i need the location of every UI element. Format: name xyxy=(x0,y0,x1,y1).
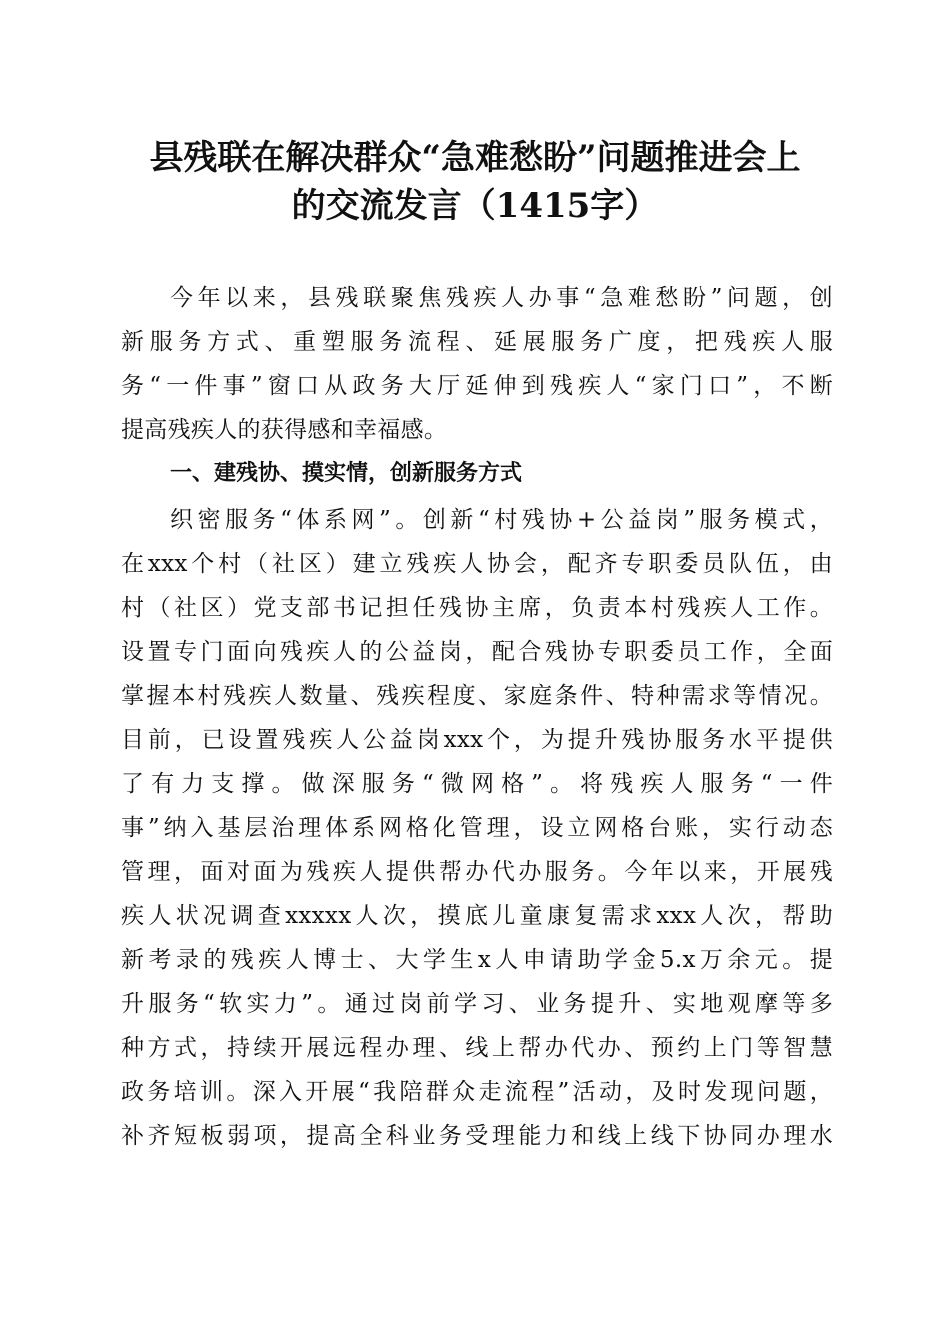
body-line: 升服务“软实力”。通过岗前学习、业务提升、实地观摩等多 xyxy=(121,991,833,1017)
intro-line: 今年以来，县残联聚焦残疾人办事“急难愁盼”问题，创 xyxy=(170,285,833,311)
body-line: 疾人状况调查xxxxx人次，摸底儿童康复需求xxx人次，帮助 xyxy=(121,903,833,929)
body-line: 补齐短板弱项，提高全科业务受理能力和线上线下协同办理水 xyxy=(121,1123,833,1149)
section-1-heading: 一、建残协、摸实情，创新服务方式 xyxy=(170,461,523,486)
body-line: 种方式，持续开展远程办理、线上帮办代办、预约上门等智慧 xyxy=(121,1035,833,1061)
intro-line: 提高残疾人的获得感和幸福感。 xyxy=(121,417,448,443)
body-line: 事”纳入基层治理体系网格化管理，设立网格台账，实行动态 xyxy=(121,815,833,841)
body-line: 了有力支撑。做深服务“微网格”。将残疾人服务“一件 xyxy=(121,771,833,797)
body-line: 目前，已设置残疾人公益岗xxx个，为提升残协服务水平提供 xyxy=(121,727,833,753)
body-line: 在xxx个村（社区）建立残疾人协会，配齐专职委员队伍，由 xyxy=(121,551,833,577)
body-line: 织密服务“体系网”。创新“村残协+公益岗”服务模式， xyxy=(170,507,833,533)
body-line: 掌握本村残疾人数量、残疾程度、家庭条件、特种需求等情况。 xyxy=(121,683,833,709)
body-line: 管理，面对面为残疾人提供帮办代办服务。今年以来，开展残 xyxy=(121,859,833,885)
intro-line: 务“一件事”窗口从政务大厅延伸到残疾人“家门口”，不断 xyxy=(121,373,833,399)
body-line: 村（社区）党支部书记担任残协主席，负责本村残疾人工作。 xyxy=(121,595,833,621)
body-line: 设置专门面向残疾人的公益岗，配合残协专职委员工作，全面 xyxy=(121,639,833,665)
body-line: 新考录的残疾人博士、大学生x人申请助学金5.x万余元。提 xyxy=(121,947,833,973)
document-title-line-1: 县残联在解决群众“急难愁盼”问题推进会上 xyxy=(149,138,801,178)
body-line: 政务培训。深入开展“我陪群众走流程”活动，及时发现问题， xyxy=(121,1079,833,1105)
document-title-line-2: 的交流发言（1415字） xyxy=(291,186,659,226)
intro-line: 新服务方式、重塑服务流程、延展服务广度，把残疾人服 xyxy=(121,329,833,355)
